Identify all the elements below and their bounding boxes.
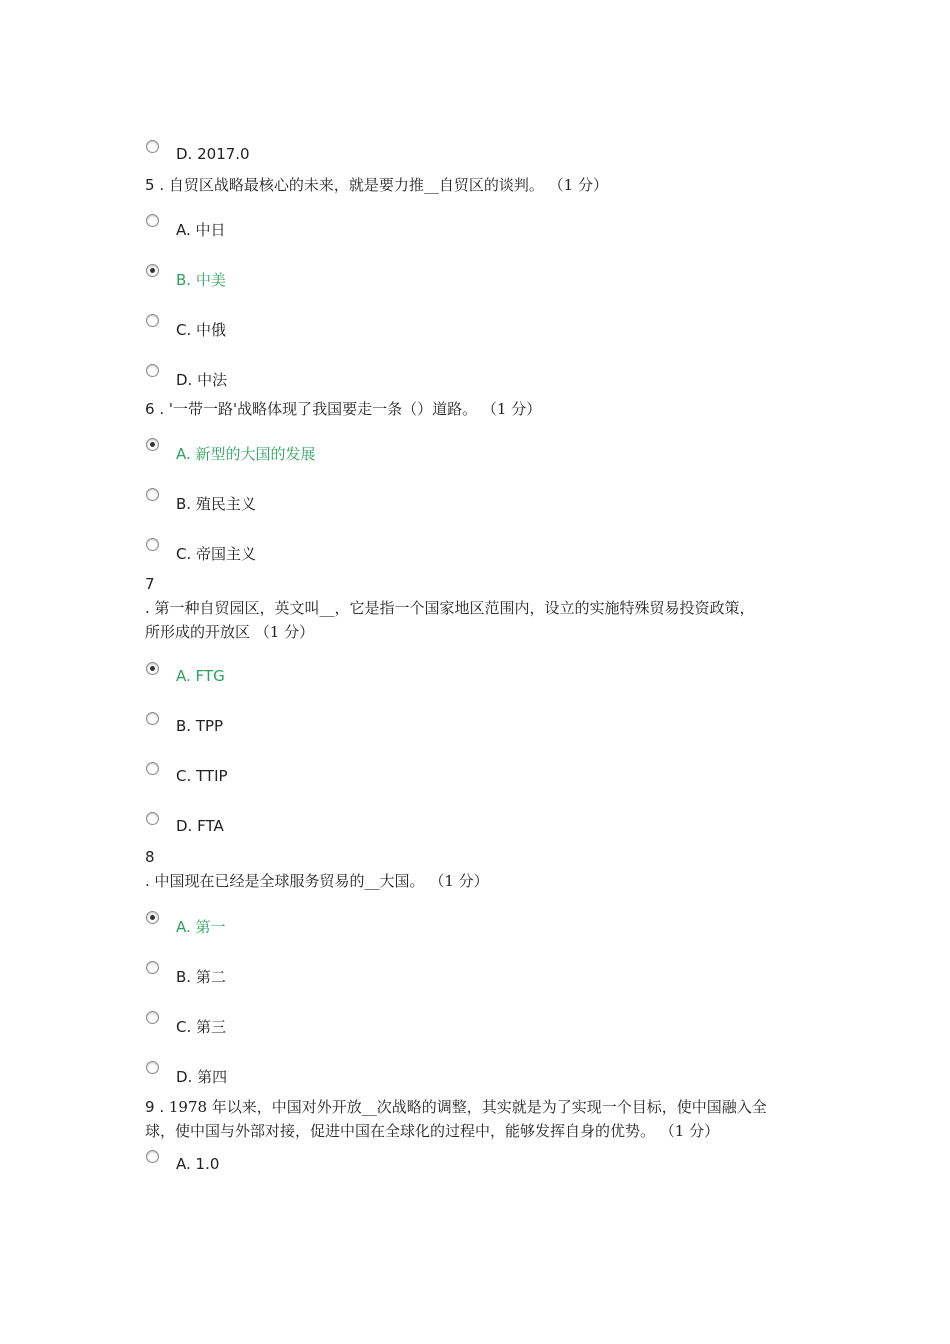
q7-option-d[interactable]: D. FTA	[176, 817, 224, 835]
question-7	[145, 572, 825, 644]
q5-option-c[interactable]: C. 中俄	[176, 321, 227, 339]
q5-option-a[interactable]: A. 中日	[176, 221, 226, 239]
q8-option-b[interactable]: B. 第二	[176, 968, 226, 986]
q7-option-c[interactable]: C. TTIP	[176, 767, 228, 785]
q6-option-a-radio[interactable]	[146, 438, 159, 451]
question-text: 自贸区战略最核心的未来，就是要力推__自贸区的谈判。	[168, 176, 544, 194]
q5-option-b-radio[interactable]	[146, 264, 159, 277]
q9-option-a[interactable]: A. 1.0	[176, 1155, 220, 1173]
q7-option-a[interactable]: A. FTG	[176, 667, 225, 685]
q6-option-b[interactable]: B. 殖民主义	[176, 495, 256, 513]
q8-option-a-radio[interactable]	[146, 911, 159, 924]
q6-option-a[interactable]: A. 新型的大国的发展	[176, 445, 316, 463]
q5-option-b[interactable]: B. 中美	[176, 271, 226, 289]
q4-option-d[interactable]: D. 2017.0	[176, 145, 250, 163]
q8-option-d-radio[interactable]	[146, 1061, 159, 1074]
q6-option-b-radio[interactable]	[146, 488, 159, 501]
q5-option-c-radio[interactable]	[146, 314, 159, 327]
question-score: （1 分）	[659, 1122, 720, 1140]
question-text-line-2: 球，使中国与外部对接，促进中国在全球化的过程中，能够发挥自身的优势。	[145, 1122, 656, 1140]
q5-option-d[interactable]: D. 中法	[176, 371, 228, 389]
q8-option-a[interactable]: A. 第一	[176, 918, 226, 936]
q7-option-a-radio[interactable]	[146, 662, 159, 675]
question-text: '一带一路'战略体现了我国要走一条（）道路。	[168, 400, 478, 418]
question-text-line-1: . 中国现在已经是全球服务贸易的__大国。	[145, 872, 425, 890]
question-text-line-2: 所形成的开放区	[145, 623, 251, 641]
question-score: （1 分）	[429, 872, 489, 890]
q6-option-c[interactable]: C. 帝国主义	[176, 545, 257, 563]
q8-option-b-radio[interactable]	[146, 961, 159, 974]
q5-option-a-radio[interactable]	[146, 214, 159, 227]
q4-option-d-radio[interactable]	[146, 140, 159, 153]
question-number: 8	[145, 848, 155, 866]
question-8	[145, 845, 825, 893]
q8-option-c-radio[interactable]	[146, 1011, 159, 1024]
q7-option-b[interactable]: B. TPP	[176, 717, 224, 735]
question-score: （1 分）	[254, 623, 315, 641]
q7-option-d-radio[interactable]	[146, 812, 159, 825]
question-5: 5 . 自贸区战略最核心的未来，就是要力推__自贸区的谈判。 （1 分）	[145, 176, 608, 194]
question-text-line-1: . 第一种自贸园区，英文叫__，它是指一个国家地区范围内，设立的实施特殊贸易投资政策，	[145, 599, 755, 617]
q8-option-d[interactable]: D. 第四	[176, 1068, 228, 1086]
question-number: 9	[145, 1098, 155, 1116]
q7-option-c-radio[interactable]	[146, 762, 159, 775]
question-text-line-1: 1978 年以来，中国对外开放__次战略的调整，其实就是为了实现一个目标，使中国融入全	[168, 1098, 767, 1116]
q8-option-c[interactable]: C. 第三	[176, 1018, 227, 1036]
question-number: 5	[145, 176, 155, 194]
question-number: 6	[145, 400, 155, 418]
q7-option-b-radio[interactable]	[146, 712, 159, 725]
question-6: 6 . '一带一路'战略体现了我国要走一条（）道路。 （1 分）	[145, 400, 542, 418]
question-score: （1 分）	[481, 400, 542, 418]
question-score: （1 分）	[548, 176, 608, 194]
q9-option-a-radio[interactable]	[146, 1150, 159, 1163]
q6-option-c-radio[interactable]	[146, 538, 159, 551]
question-number: 7	[145, 575, 155, 593]
q5-option-d-radio[interactable]	[146, 364, 159, 377]
question-9: 9 . 1978 年以来，中国对外开放__次战略的调整，其实就是为了实现一个目标，使中国融入全 球，使中国与外部对接，促进中国在全球化的过程中，能够发挥自身的优势。 （1 分）	[145, 1098, 767, 1140]
